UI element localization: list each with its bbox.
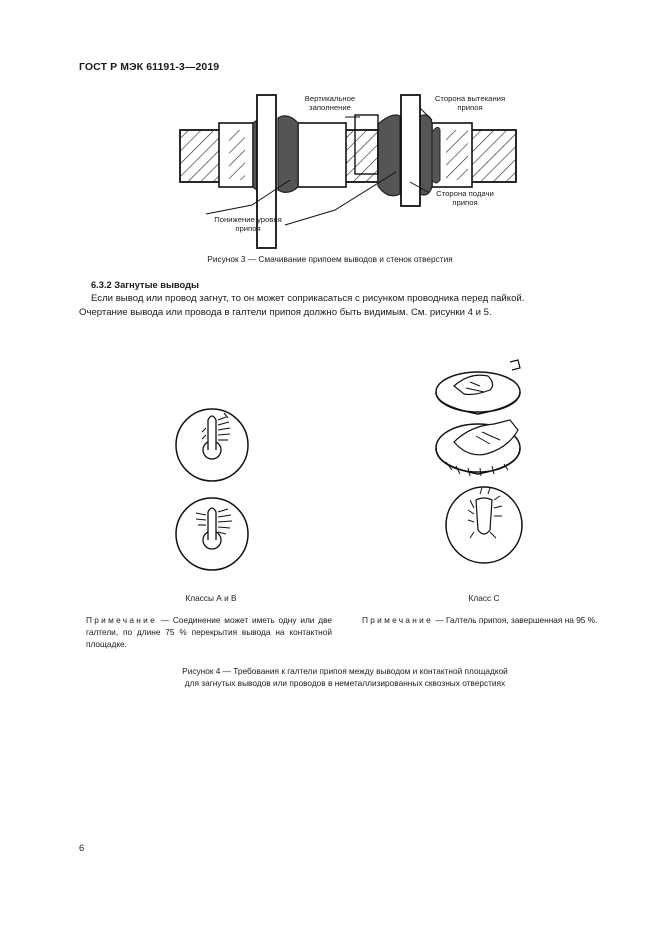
section-paragraph: Если вывод или провод загнут, то он может соприкасаться с рисунком проводника перед пайкой. Очертание вывода или провода в галтели припоя должно быть видимым. См. рисунки 4 и 5. bbox=[79, 293, 525, 318]
note-right-label: Примечание bbox=[362, 615, 434, 625]
label-solder-depression: Понижение уровня припоя bbox=[214, 215, 282, 233]
section-title: 6.3.2 Загнутые выводы bbox=[91, 280, 199, 290]
note-left-label: Примечание bbox=[86, 615, 158, 625]
class-c-joint-bottom bbox=[446, 487, 522, 563]
label-vertical-fill: Вертикальное заполнение bbox=[304, 94, 356, 112]
figure-4-caption: Рисунок 4 — Требования к галтели припоя между выводом и контактной площадкой для загнутых выводов или проводов в неметаллизированных сквозных отверстиях bbox=[182, 666, 508, 688]
class-ab-label: Классы А и В bbox=[185, 593, 237, 603]
page-number: 6 bbox=[79, 843, 85, 853]
note-left-text: — Соединение может иметь одну или две галтели, по длине 75 % перекрытия вывода на контактной площадке. bbox=[86, 615, 332, 649]
class-c-joint-middle bbox=[436, 420, 520, 476]
label-extraction-side: Сторона вытекания припоя bbox=[434, 94, 506, 112]
class-ab-joint-top bbox=[176, 409, 248, 481]
class-ab-joint-bottom bbox=[176, 498, 248, 570]
document-header: ГОСТ Р МЭК 61191-3—2019 bbox=[79, 61, 220, 73]
figure-3-caption: Рисунок 3 — Смачивание припоем выводов и стенок отверстия bbox=[207, 254, 453, 264]
label-supply-side: Сторона подачи припоя bbox=[436, 189, 494, 207]
note-right bbox=[362, 614, 610, 626]
note-left bbox=[86, 614, 332, 650]
class-c-joint-top bbox=[436, 360, 520, 414]
note-right-text: — Галтель припоя, завершенная на 95 %. bbox=[433, 615, 598, 625]
class-c-label: Класс С bbox=[468, 593, 500, 603]
